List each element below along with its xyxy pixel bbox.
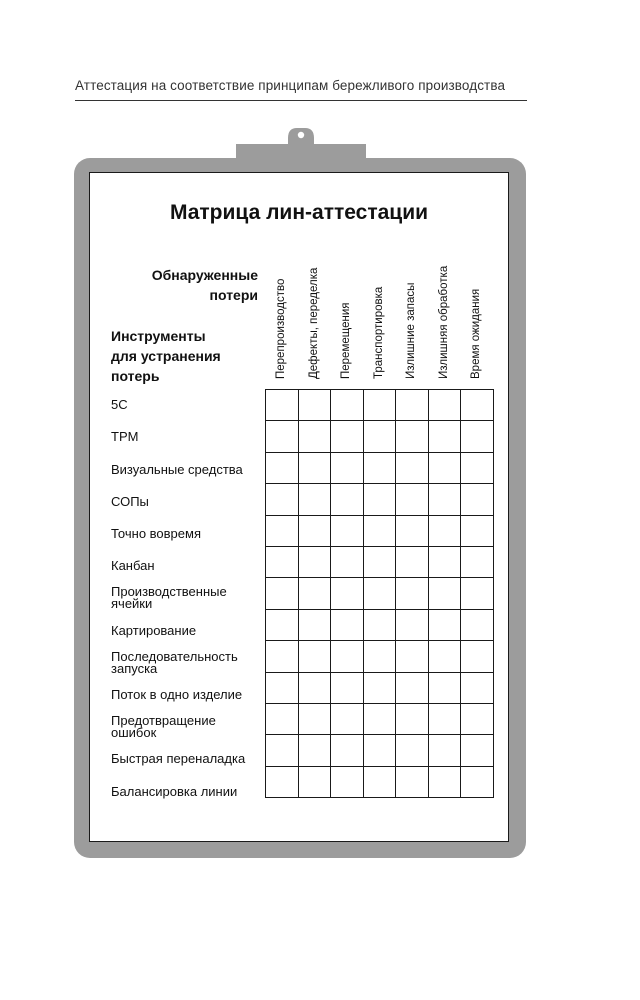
column-header-label: Время ожидания <box>470 288 483 379</box>
grid-cell[interactable] <box>396 484 429 515</box>
row-label <box>111 648 271 676</box>
row-label <box>111 622 271 638</box>
grid-row <box>266 452 494 483</box>
grid-cell[interactable] <box>266 452 299 483</box>
grid-row <box>266 703 494 734</box>
grid-cell[interactable] <box>363 578 396 609</box>
grid-cell[interactable] <box>331 515 364 546</box>
row-label <box>111 753 271 765</box>
grid-cell[interactable] <box>396 546 429 577</box>
grid-cell[interactable] <box>396 641 429 672</box>
grid-cell[interactable] <box>461 390 494 421</box>
row-label-line: 5С <box>111 397 128 413</box>
tools-label <box>111 326 281 386</box>
grid-row <box>266 735 494 766</box>
tools-label-line: потерь <box>111 368 160 384</box>
row-label <box>111 461 271 477</box>
grid-cell[interactable] <box>363 641 396 672</box>
grid-cell[interactable] <box>461 546 494 577</box>
grid-cell[interactable] <box>298 703 331 734</box>
grid-cell[interactable] <box>461 766 494 797</box>
row-label <box>111 525 271 541</box>
grid-cell[interactable] <box>363 515 396 546</box>
grid-cell[interactable] <box>331 766 364 797</box>
grid-cell[interactable] <box>266 390 299 421</box>
row-label-line: TPM <box>111 429 139 445</box>
grid-cell[interactable] <box>298 421 331 452</box>
grid-cell[interactable] <box>428 766 461 797</box>
grid-cell[interactable] <box>396 421 429 452</box>
grid-cell[interactable] <box>298 515 331 546</box>
grid-cell[interactable] <box>396 735 429 766</box>
grid-cell[interactable] <box>331 609 364 640</box>
losses-label-line: потери <box>209 287 258 303</box>
grid-row <box>266 515 494 546</box>
grid-cell[interactable] <box>396 390 429 421</box>
grid-cell[interactable] <box>461 578 494 609</box>
grid-cell[interactable] <box>331 578 364 609</box>
row-label-line: Точно вовремя <box>111 525 201 541</box>
grid-cell[interactable] <box>461 452 494 483</box>
column-header-label: Перемещения <box>340 302 353 379</box>
grid-cell[interactable] <box>363 672 396 703</box>
row-label <box>111 560 271 572</box>
grid-cell[interactable] <box>363 609 396 640</box>
grid-cell[interactable] <box>266 641 299 672</box>
grid-cell[interactable] <box>298 546 331 577</box>
grid-cell[interactable] <box>461 515 494 546</box>
grid-cell[interactable] <box>428 672 461 703</box>
grid-cell[interactable] <box>363 735 396 766</box>
row-label <box>111 399 271 411</box>
grid-row <box>266 641 494 672</box>
grid-cell[interactable] <box>266 672 299 703</box>
grid-cell[interactable] <box>298 609 331 640</box>
row-label <box>111 783 271 799</box>
grid-cell[interactable] <box>298 735 331 766</box>
matrix-title: Матрица лин-аттестации <box>169 201 429 224</box>
grid-cell[interactable] <box>396 609 429 640</box>
matrix-grid <box>265 389 494 798</box>
grid-cell[interactable] <box>266 703 299 734</box>
grid-cell[interactable] <box>363 766 396 797</box>
grid-cell[interactable] <box>461 672 494 703</box>
row-label-line: ячейки <box>111 596 153 612</box>
row-label-line: Канбан <box>111 558 155 574</box>
grid-cell[interactable] <box>331 390 364 421</box>
grid-cell[interactable] <box>331 484 364 515</box>
column-header-label: Транспортировка <box>372 286 385 379</box>
grid-cell[interactable] <box>298 766 331 797</box>
grid-cell[interactable] <box>461 641 494 672</box>
row-label-line: Производственные <box>111 584 227 600</box>
row-label-line: запуска <box>111 660 158 676</box>
row-label-line: Предотвращение <box>111 713 216 729</box>
matrix-sheet <box>89 172 509 842</box>
grid-row <box>266 609 494 640</box>
grid-cell[interactable] <box>396 703 429 734</box>
grid-cell[interactable] <box>266 578 299 609</box>
grid-cell[interactable] <box>266 735 299 766</box>
row-label-line: Последовательность <box>111 648 238 664</box>
tools-label-line: Инструменты <box>111 328 206 344</box>
grid-cell[interactable] <box>363 484 396 515</box>
grid-cell[interactable] <box>363 390 396 421</box>
grid-cell[interactable] <box>331 421 364 452</box>
grid-row <box>266 484 494 515</box>
grid-cell[interactable] <box>428 703 461 734</box>
grid-cell[interactable] <box>298 452 331 483</box>
row-label <box>111 715 271 739</box>
column-header-label: Перепроизводство <box>275 278 288 379</box>
grid-cell[interactable] <box>428 546 461 577</box>
column-header-label: Излишние запасы <box>405 282 418 379</box>
column-header-label: Излишняя обработка <box>437 265 450 379</box>
grid-cell[interactable] <box>396 766 429 797</box>
losses-label <box>98 265 258 305</box>
grid-cell[interactable] <box>266 766 299 797</box>
grid-row <box>266 390 494 421</box>
grid-cell[interactable] <box>396 452 429 483</box>
grid-cell[interactable] <box>396 672 429 703</box>
row-label-line: СОПы <box>111 493 149 509</box>
row-label-line: Быстрая переналадка <box>111 751 246 767</box>
row-label <box>111 686 271 702</box>
losses-label-line: Обнаруженные <box>151 267 258 283</box>
grid-cell[interactable] <box>298 484 331 515</box>
grid-cell[interactable] <box>298 390 331 421</box>
row-label-line: ошибок <box>111 725 157 741</box>
grid-row <box>266 546 494 577</box>
row-label-line: Поток в одно изделие <box>111 686 243 702</box>
grid-cell[interactable] <box>363 546 396 577</box>
grid-cell[interactable] <box>428 421 461 452</box>
grid-cell[interactable] <box>298 672 331 703</box>
row-label-line: Визуальные средства <box>111 461 243 477</box>
grid-cell[interactable] <box>396 515 429 546</box>
grid-cell[interactable] <box>331 641 364 672</box>
grid-cell[interactable] <box>461 609 494 640</box>
grid-cell[interactable] <box>428 484 461 515</box>
grid-cell[interactable] <box>363 421 396 452</box>
grid-cell[interactable] <box>331 546 364 577</box>
row-label-line: Картирование <box>111 622 197 638</box>
grid-row <box>266 672 494 703</box>
grid-row <box>266 766 494 797</box>
grid-cell[interactable] <box>428 641 461 672</box>
grid-cell[interactable] <box>266 546 299 577</box>
running-header: Аттестация на соответствие принципам бережливого производства <box>75 78 506 93</box>
grid-cell[interactable] <box>396 578 429 609</box>
grid-cell[interactable] <box>461 703 494 734</box>
row-label <box>111 431 271 443</box>
row-label <box>111 586 271 610</box>
tools-label-line: для устранения <box>111 348 221 364</box>
grid-cell[interactable] <box>266 421 299 452</box>
grid-cell[interactable] <box>428 452 461 483</box>
grid-cell[interactable] <box>461 735 494 766</box>
grid-cell[interactable] <box>363 703 396 734</box>
grid-cell[interactable] <box>428 578 461 609</box>
grid-cell[interactable] <box>461 484 494 515</box>
row-label-line: Балансировка линии <box>111 783 238 799</box>
grid-cell[interactable] <box>266 484 299 515</box>
grid-cell[interactable] <box>428 609 461 640</box>
grid-cell[interactable] <box>461 421 494 452</box>
column-header-label: Дефекты, переделка <box>307 267 320 379</box>
grid-cell[interactable] <box>428 390 461 421</box>
grid-cell[interactable] <box>298 641 331 672</box>
grid-cell[interactable] <box>428 515 461 546</box>
grid-row <box>266 421 494 452</box>
grid-cell[interactable] <box>266 609 299 640</box>
header-rule <box>75 100 527 101</box>
grid-cell[interactable] <box>363 452 396 483</box>
grid-cell[interactable] <box>331 672 364 703</box>
grid-cell[interactable] <box>331 703 364 734</box>
grid-cell[interactable] <box>266 515 299 546</box>
row-label <box>111 493 271 509</box>
grid-cell[interactable] <box>298 578 331 609</box>
grid-cell[interactable] <box>331 452 364 483</box>
grid-row <box>266 578 494 609</box>
grid-cell[interactable] <box>428 735 461 766</box>
grid-cell[interactable] <box>331 735 364 766</box>
